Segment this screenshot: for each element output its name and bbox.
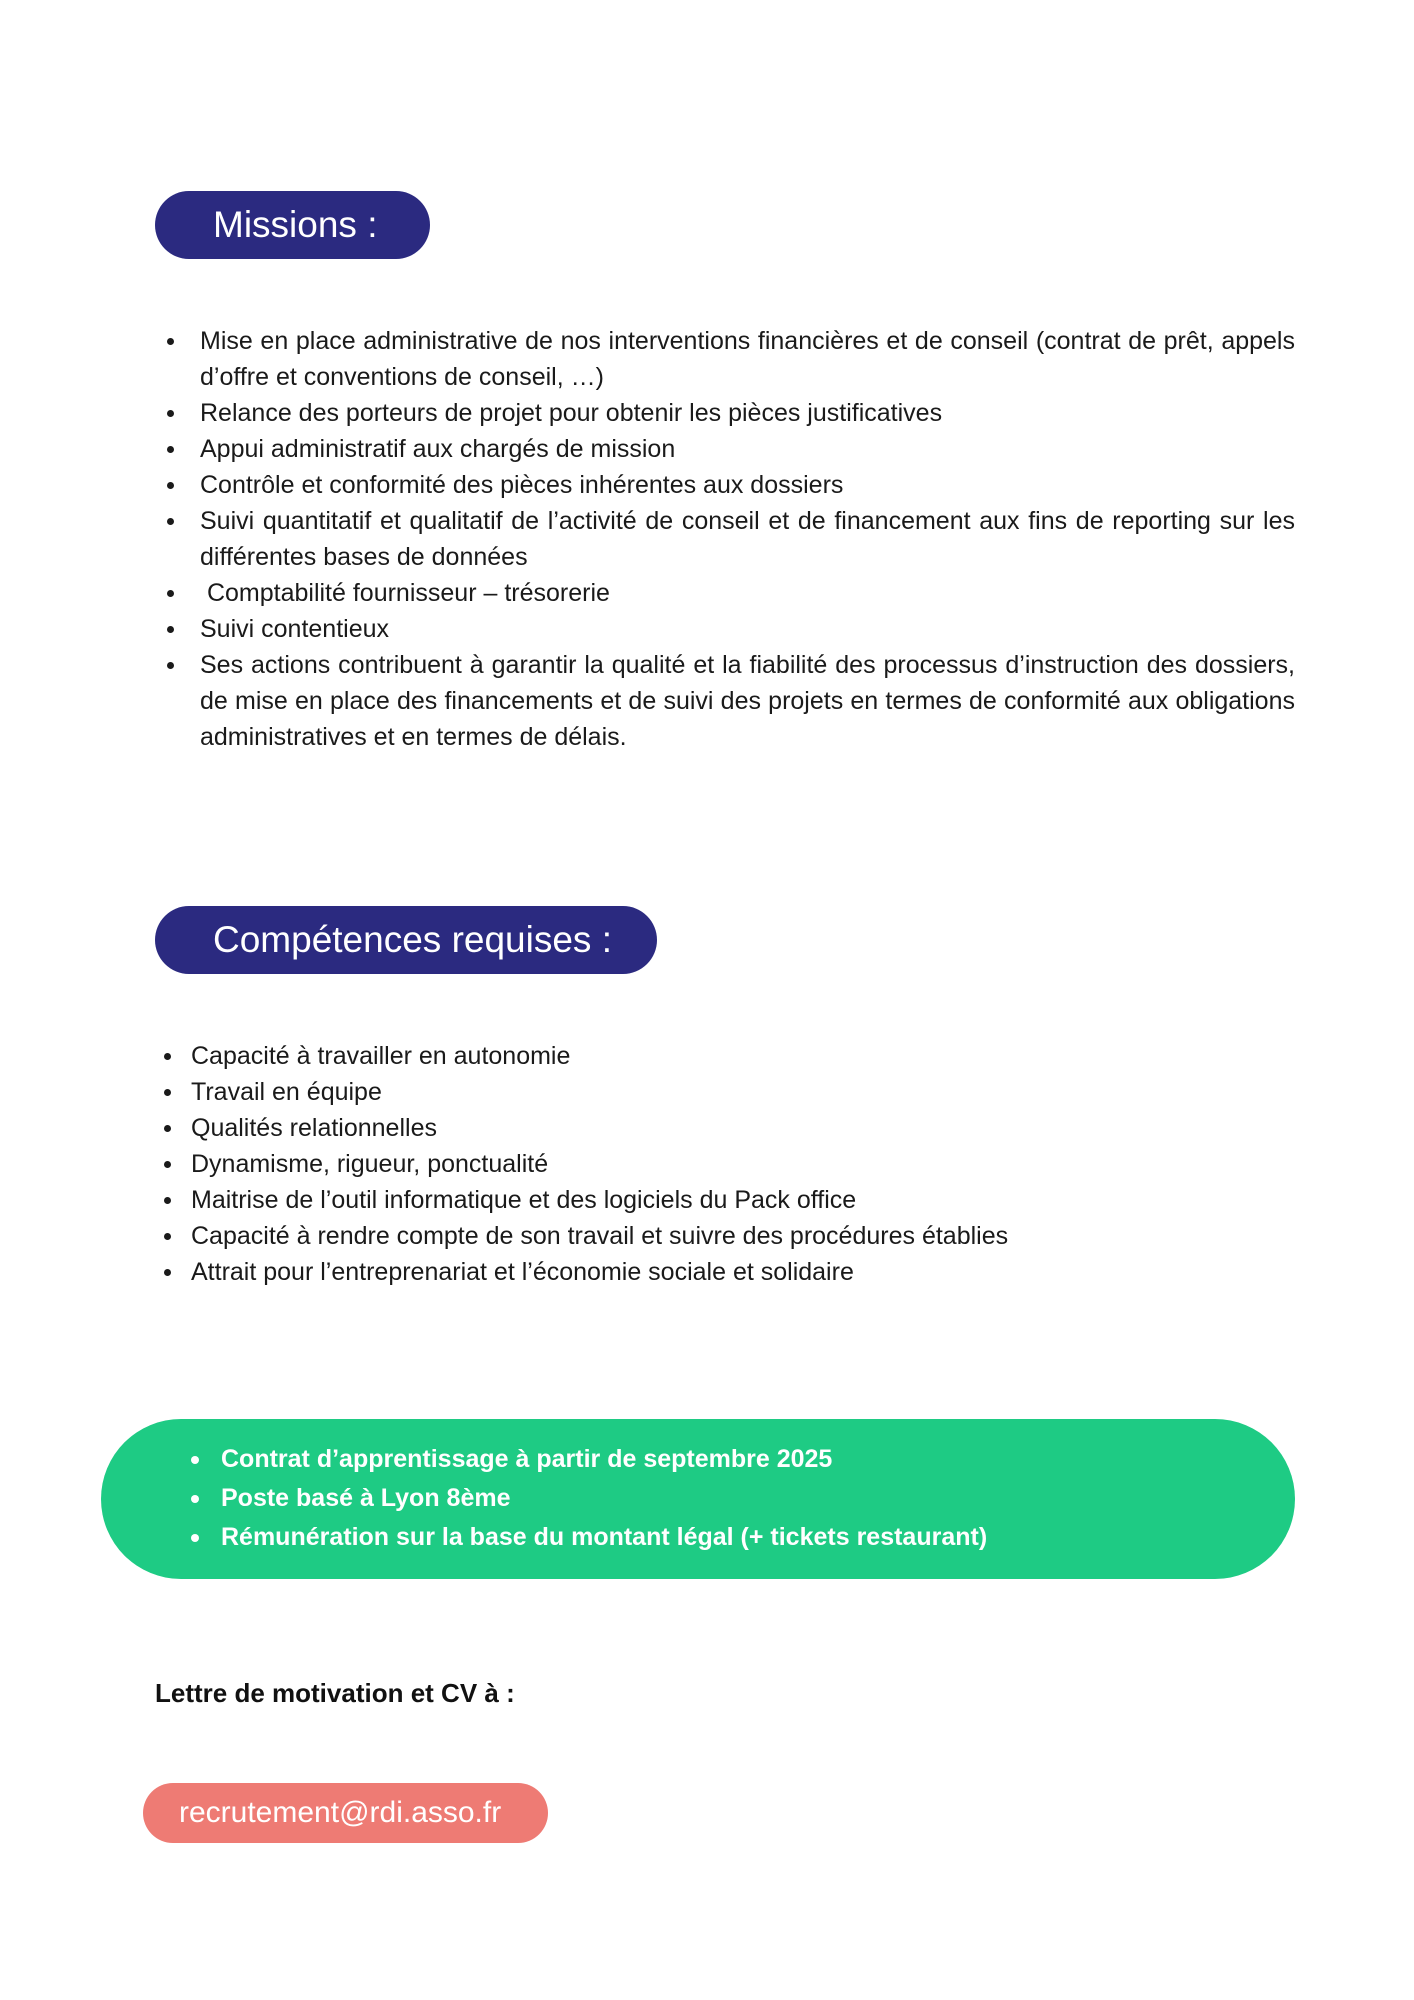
competences-heading <box>155 906 657 974</box>
missions-heading <box>155 191 430 259</box>
email-text[interactable]: recrutement@rdi.asso.fr <box>179 1796 502 1829</box>
list-item: Capacité à rendre compte de son travail et suivre des procédures établies <box>155 1218 1155 1254</box>
list-item: Qualités relationnelles <box>155 1110 1155 1146</box>
list-item: Appui administratif aux chargés de mission <box>155 431 1295 467</box>
list-item: Capacité à travailler en autonomie <box>155 1038 1155 1074</box>
list-item: Maitrise de l’outil informatique et des logiciels du Pack office <box>155 1182 1155 1218</box>
email-link[interactable] <box>143 1783 548 1843</box>
list-item: Rémunération sur la base du montant légal (+ tickets restaurant) <box>180 1518 987 1557</box>
competences-list <box>155 1038 1155 1290</box>
list-item: Suivi quantitatif et qualitatif de l’activité de conseil et de financement aux fins de reporting sur les différentes bases de données <box>155 503 1295 575</box>
competences-heading-text: Compétences requises : <box>213 919 612 960</box>
bullet-icon <box>164 1233 171 1240</box>
bullet-icon <box>164 1197 171 1204</box>
list-item: Contrat d’apprentissage à partir de septembre 2025 <box>180 1440 987 1479</box>
missions-heading-text: Missions : <box>213 204 378 245</box>
list-item: Travail en équipe <box>155 1074 1155 1110</box>
bullet-icon <box>191 1495 199 1503</box>
list-item: Mise en place administrative de nos interventions financières et de conseil (contrat de prêt, appels d’offre et conventions de conseil, …) <box>155 323 1295 395</box>
list-item: Contrôle et conformité des pièces inhérentes aux dossiers <box>155 467 1295 503</box>
bullet-icon <box>164 1161 171 1168</box>
list-item: Dynamisme, rigueur, ponctualité <box>155 1146 1155 1182</box>
bullet-icon <box>167 662 174 669</box>
bullet-icon <box>167 338 174 345</box>
list-item: Suivi contentieux <box>155 611 1295 647</box>
bullet-icon <box>167 518 174 525</box>
bullet-icon <box>164 1053 171 1060</box>
bullet-icon <box>191 1456 199 1464</box>
bullet-icon <box>164 1125 171 1132</box>
bullet-icon <box>167 590 174 597</box>
contact-label: Lettre de motivation et CV à : <box>155 1678 515 1708</box>
list-item: Attrait pour l’entreprenariat et l’économie sociale et solidaire <box>155 1254 1155 1290</box>
bullet-icon <box>164 1089 171 1096</box>
list-item: Relance des porteurs de projet pour obtenir les pièces justificatives <box>155 395 1295 431</box>
bullet-icon <box>167 410 174 417</box>
bullet-icon <box>167 482 174 489</box>
bullet-icon <box>164 1269 171 1276</box>
bullet-icon <box>191 1534 199 1542</box>
missions-list <box>155 323 1295 755</box>
bullet-icon <box>167 626 174 633</box>
bullet-icon <box>167 446 174 453</box>
list-item: Ses actions contribuent à garantir la qualité et la fiabilité des processus d’instruction des dossiers, de mise en place des financements et de suivi des projets en termes de conformité aux obligations administratives et en termes de délais. <box>155 647 1295 755</box>
list-item: Comptabilité fournisseur – trésorerie <box>155 575 1295 611</box>
job-info-list <box>180 1440 987 1557</box>
list-item: Poste basé à Lyon 8ème <box>180 1479 987 1518</box>
